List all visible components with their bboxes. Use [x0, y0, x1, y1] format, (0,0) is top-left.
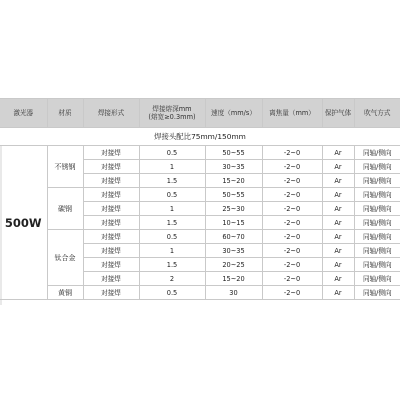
- laser-power-cell: 500W: [0, 146, 47, 300]
- speed-cell: 30: [205, 286, 262, 300]
- header-gas: 保护气体: [322, 99, 354, 128]
- header-material: 材质: [47, 99, 83, 128]
- speed-cell: 25~30: [205, 202, 262, 216]
- depth-cell: 1.5: [139, 258, 205, 272]
- depth-cell: 1: [139, 202, 205, 216]
- gas-cell: Ar: [322, 286, 354, 300]
- depth-cell: 1.5: [139, 174, 205, 188]
- weld-form-cell: 对接焊: [83, 160, 139, 174]
- gas-cell: Ar: [322, 272, 354, 286]
- defocus-cell: -2~0: [262, 160, 322, 174]
- weld-form-cell: 对接焊: [83, 286, 139, 300]
- table-row: [0, 188, 400, 202]
- header-weld-form: 焊接形式: [83, 99, 139, 128]
- defocus-cell: -2~0: [262, 272, 322, 286]
- header-blow: 吹气方式: [354, 99, 400, 128]
- blow-cell: 同轴/侧向: [354, 202, 400, 216]
- defocus-cell: -2~0: [262, 202, 322, 216]
- table-row: [0, 230, 400, 244]
- header-row: [0, 99, 400, 128]
- header-laser: 激光器: [0, 99, 47, 128]
- speed-cell: 10~15: [205, 216, 262, 230]
- defocus-cell: -2~0: [262, 174, 322, 188]
- defocus-cell: -2~0: [262, 230, 322, 244]
- speed-cell: 30~35: [205, 244, 262, 258]
- speed-cell: 50~55: [205, 146, 262, 160]
- depth-cell: 0.5: [139, 286, 205, 300]
- weld-form-cell: 对接焊: [83, 174, 139, 188]
- gas-cell: Ar: [322, 174, 354, 188]
- blow-cell: 同轴/侧向: [354, 286, 400, 300]
- blow-cell: 同轴/侧向: [354, 244, 400, 258]
- defocus-cell: -2~0: [262, 216, 322, 230]
- blow-cell: 同轴/侧向: [354, 258, 400, 272]
- blow-cell: 同轴/侧向: [354, 230, 400, 244]
- blow-cell: 同轴/侧向: [354, 146, 400, 160]
- speed-cell: 15~20: [205, 272, 262, 286]
- material-cell: 黄铜: [47, 286, 83, 300]
- material-cell: 不锈钢: [47, 146, 83, 188]
- depth-cell: 1: [139, 244, 205, 258]
- defocus-cell: -2~0: [262, 258, 322, 272]
- weld-form-cell: 对接焊: [83, 272, 139, 286]
- header-depth: [139, 99, 205, 128]
- defocus-cell: -2~0: [262, 286, 322, 300]
- gas-cell: Ar: [322, 258, 354, 272]
- welding-parameter-table: [0, 98, 400, 300]
- gas-cell: Ar: [322, 146, 354, 160]
- blow-cell: 同轴/侧向: [354, 216, 400, 230]
- weld-form-cell: 对接焊: [83, 146, 139, 160]
- table-row: [0, 146, 400, 160]
- depth-cell: 0.5: [139, 146, 205, 160]
- header-defocus: 离焦量（mm）: [262, 99, 322, 128]
- gas-cell: Ar: [322, 216, 354, 230]
- depth-cell: 1: [139, 160, 205, 174]
- blow-cell: 同轴/侧向: [354, 160, 400, 174]
- material-cell: 钛合金: [47, 230, 83, 286]
- welding-parameter-table-container: [0, 98, 400, 300]
- depth-cell: 0.5: [139, 230, 205, 244]
- speed-cell: 50~55: [205, 188, 262, 202]
- defocus-cell: -2~0: [262, 244, 322, 258]
- subtitle-row: [0, 128, 400, 146]
- weld-form-cell: 对接焊: [83, 244, 139, 258]
- blow-cell: 同轴/侧向: [354, 174, 400, 188]
- header-speed: 速度（mm/s）: [205, 99, 262, 128]
- speed-cell: 30~35: [205, 160, 262, 174]
- header-depth-line1: 焊接熔深mm: [152, 105, 192, 113]
- speed-cell: 20~25: [205, 258, 262, 272]
- weld-form-cell: 对接焊: [83, 230, 139, 244]
- blow-cell: 同轴/侧向: [354, 272, 400, 286]
- subtitle-cell: 焊接头配比75mm/150mm: [0, 128, 400, 146]
- depth-cell: 1.5: [139, 216, 205, 230]
- defocus-cell: -2~0: [262, 188, 322, 202]
- weld-form-cell: 对接焊: [83, 202, 139, 216]
- depth-cell: 0.5: [139, 188, 205, 202]
- gas-cell: Ar: [322, 244, 354, 258]
- speed-cell: 60~70: [205, 230, 262, 244]
- depth-cell: 2: [139, 272, 205, 286]
- gas-cell: Ar: [322, 230, 354, 244]
- material-cell: 碳钢: [47, 188, 83, 230]
- table-row: [0, 286, 400, 300]
- weld-form-cell: 对接焊: [83, 216, 139, 230]
- weld-form-cell: 对接焊: [83, 258, 139, 272]
- gas-cell: Ar: [322, 160, 354, 174]
- weld-form-cell: 对接焊: [83, 188, 139, 202]
- header-depth-line2: (熔宽≥0.3mm): [148, 113, 196, 121]
- defocus-cell: -2~0: [262, 146, 322, 160]
- gas-cell: Ar: [322, 202, 354, 216]
- blow-cell: 同轴/侧向: [354, 188, 400, 202]
- gas-cell: Ar: [322, 188, 354, 202]
- speed-cell: 15~20: [205, 174, 262, 188]
